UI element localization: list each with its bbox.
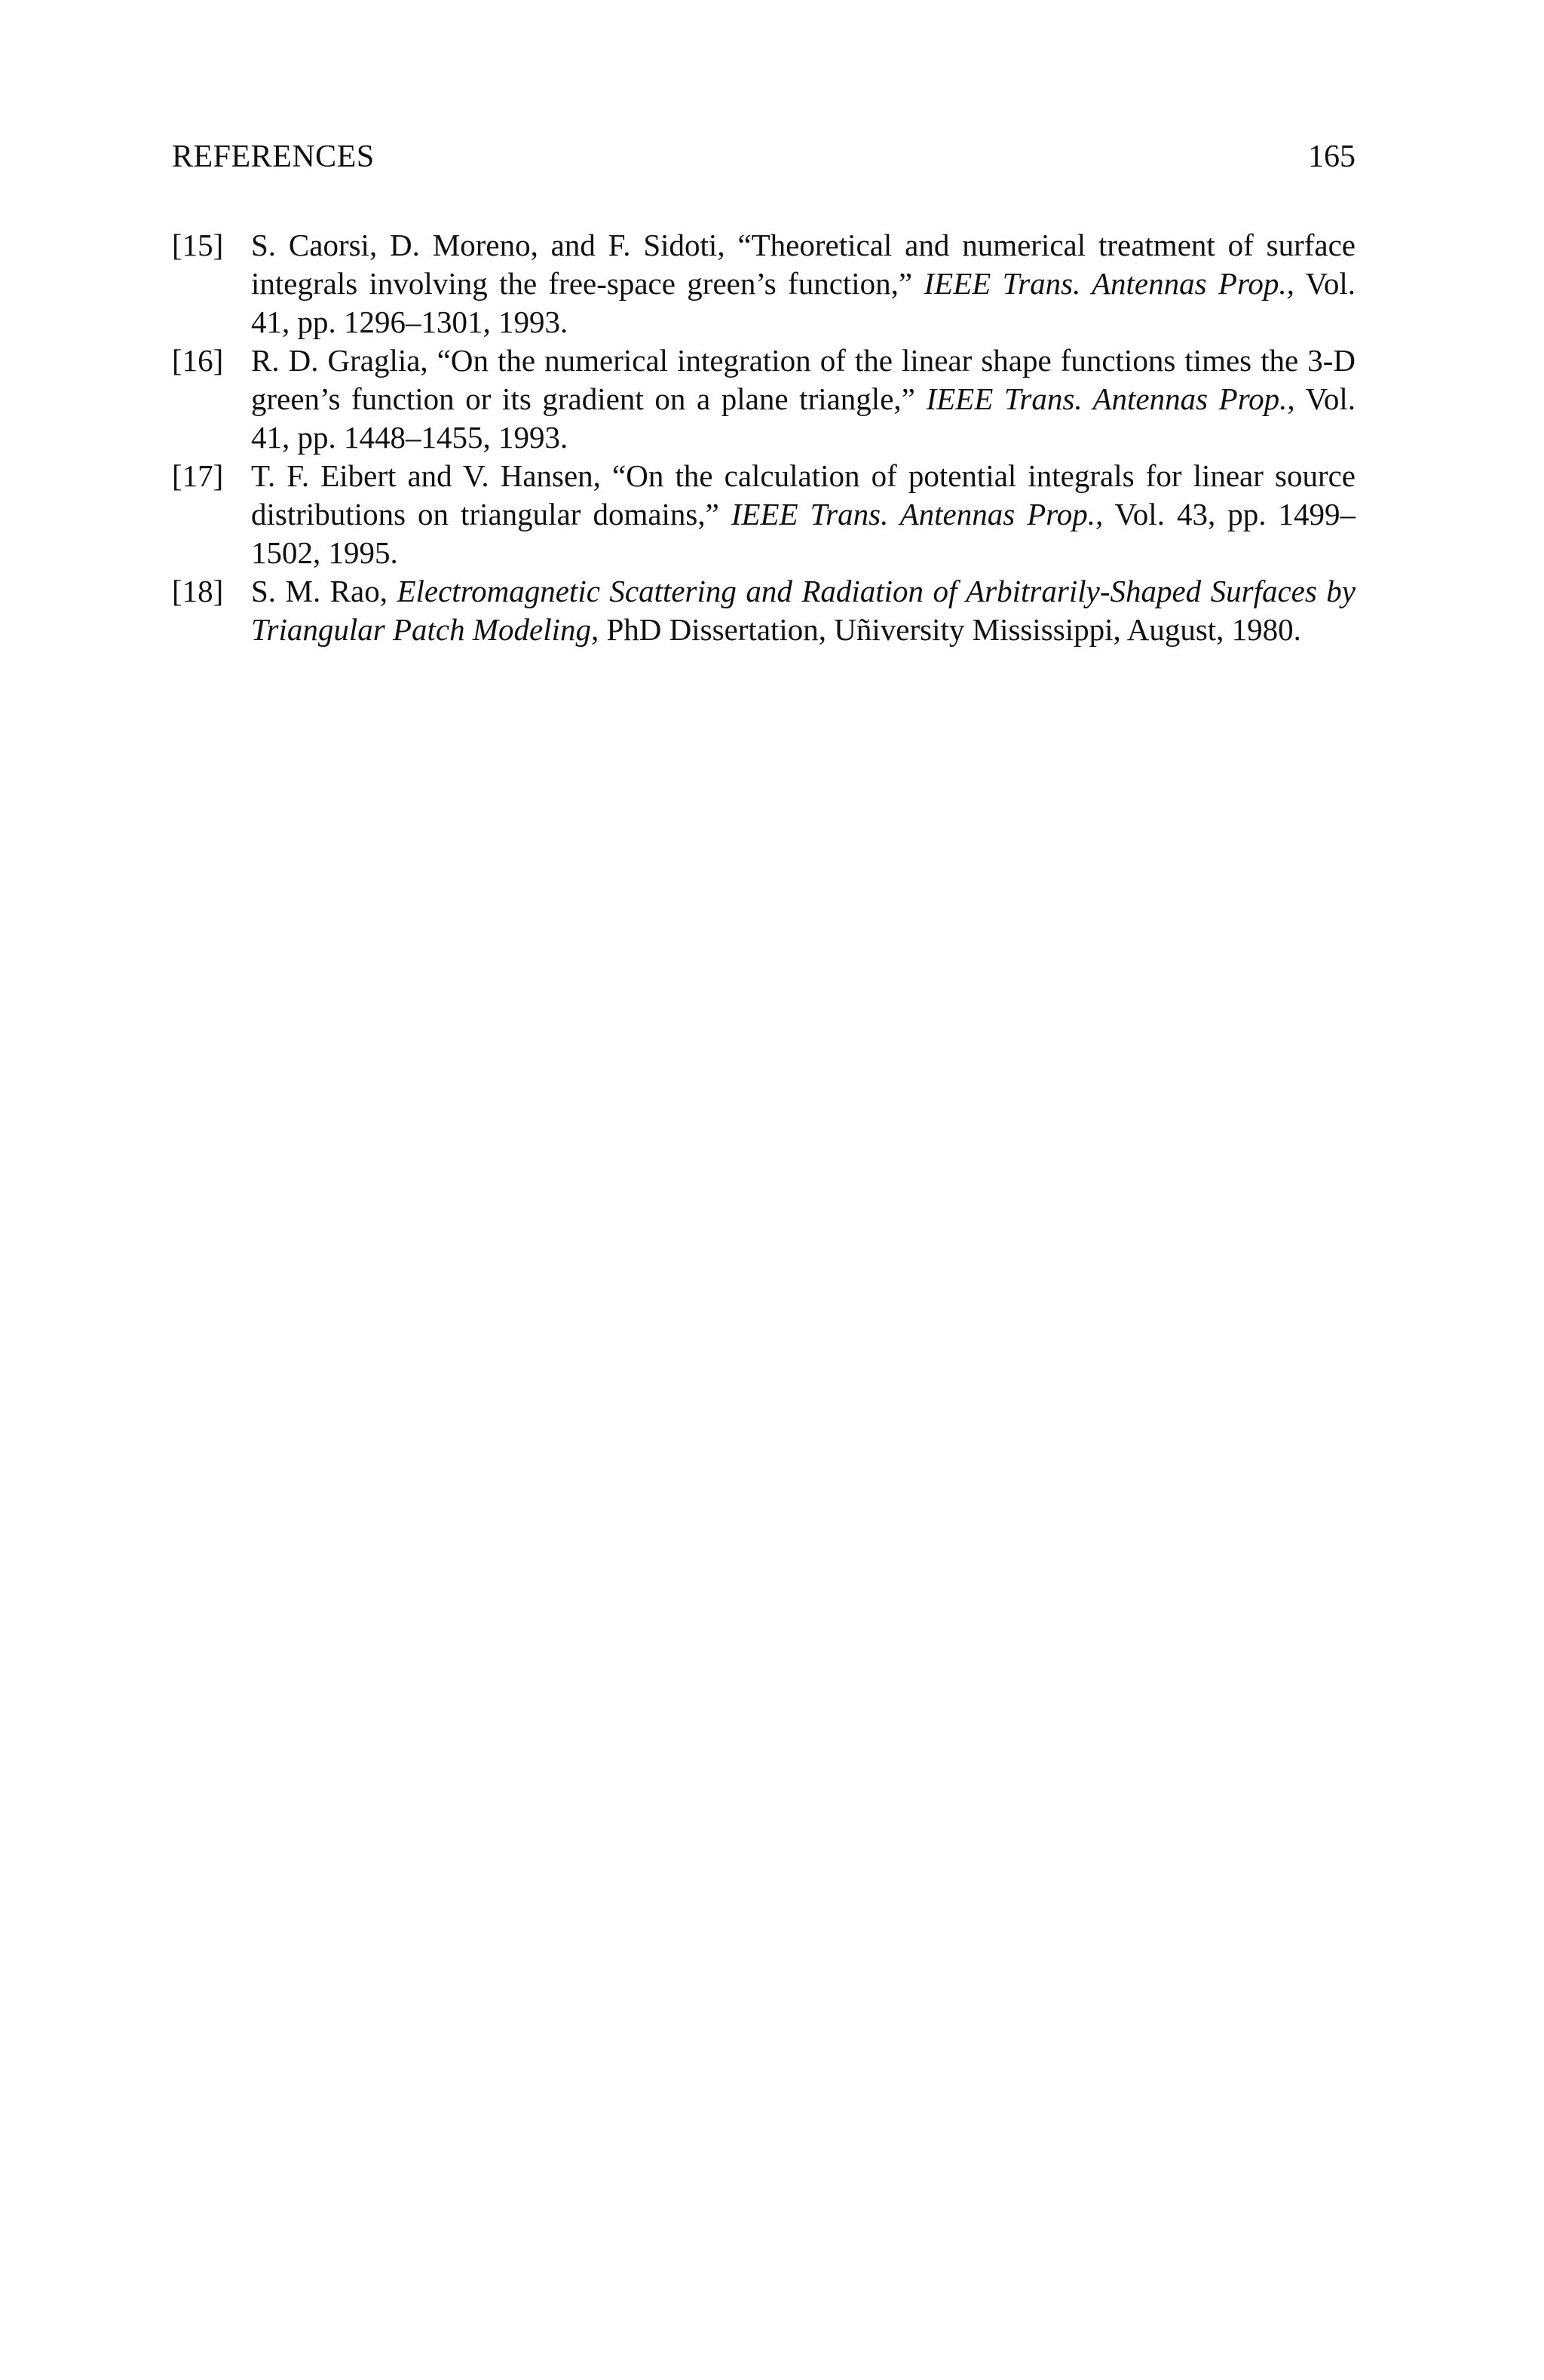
reference-text xyxy=(251,574,1356,647)
reference-entry-15 xyxy=(172,226,1356,342)
reference-list xyxy=(172,226,1356,649)
reference-details: Vol. 43, pp. 1499–1502, 1995. xyxy=(251,497,1356,570)
reference-entry-18 xyxy=(172,572,1356,649)
reference-title: “On the numerical integration of the linear shape functions times the 3-D green’s function or its gradient on a plane triangle,” xyxy=(251,343,1356,416)
reference-title: “Theoretical and numerical treatment of surface integrals involving the free-space green’s function,” xyxy=(251,228,1356,301)
page-header xyxy=(172,134,1356,179)
reference-text xyxy=(251,458,1356,570)
running-head: REFERENCES xyxy=(172,139,375,174)
reference-text xyxy=(251,228,1356,339)
reference-title: “On the calculation of potential integrals for linear source distributions on triangular domains,” xyxy=(251,458,1356,531)
reference-authors: S. Caorsi, D. Moreno, and F. Sidoti, xyxy=(251,228,725,262)
reference-journal: IEEE Trans. Antennas Prop., xyxy=(924,266,1294,301)
reference-entry-17 xyxy=(172,457,1356,572)
reference-authors: T. F. Eibert and V. Hansen, xyxy=(251,458,601,493)
reference-journal: IEEE Trans. Antennas Prop., xyxy=(926,381,1295,416)
reference-text xyxy=(251,343,1356,455)
reference-details: Vol. 41, pp. 1296–1301, 1993. xyxy=(251,266,1356,339)
reference-entry-16 xyxy=(172,342,1356,457)
reference-details: Vol. 41, pp. 1448–1455, 1993. xyxy=(251,381,1356,455)
reference-authors: S. M. Rao, xyxy=(251,574,388,608)
reference-number: [18] xyxy=(172,574,224,608)
reference-title: Electromagnetic Scattering and Radiation of Arbitrarily-Shaped Surfaces by Triangular Patch Modeling, xyxy=(251,574,1356,647)
reference-number: [17] xyxy=(172,458,224,493)
reference-authors: R. D. Graglia, xyxy=(251,343,428,378)
reference-number: [15] xyxy=(172,228,224,262)
page-number: 165 xyxy=(1308,139,1356,174)
reference-details: PhD Dissertation, Uñiversity Mississippi, August, 1980. xyxy=(606,612,1301,647)
reference-journal: IEEE Trans. Antennas Prop., xyxy=(731,497,1104,531)
reference-number: [16] xyxy=(172,343,224,378)
